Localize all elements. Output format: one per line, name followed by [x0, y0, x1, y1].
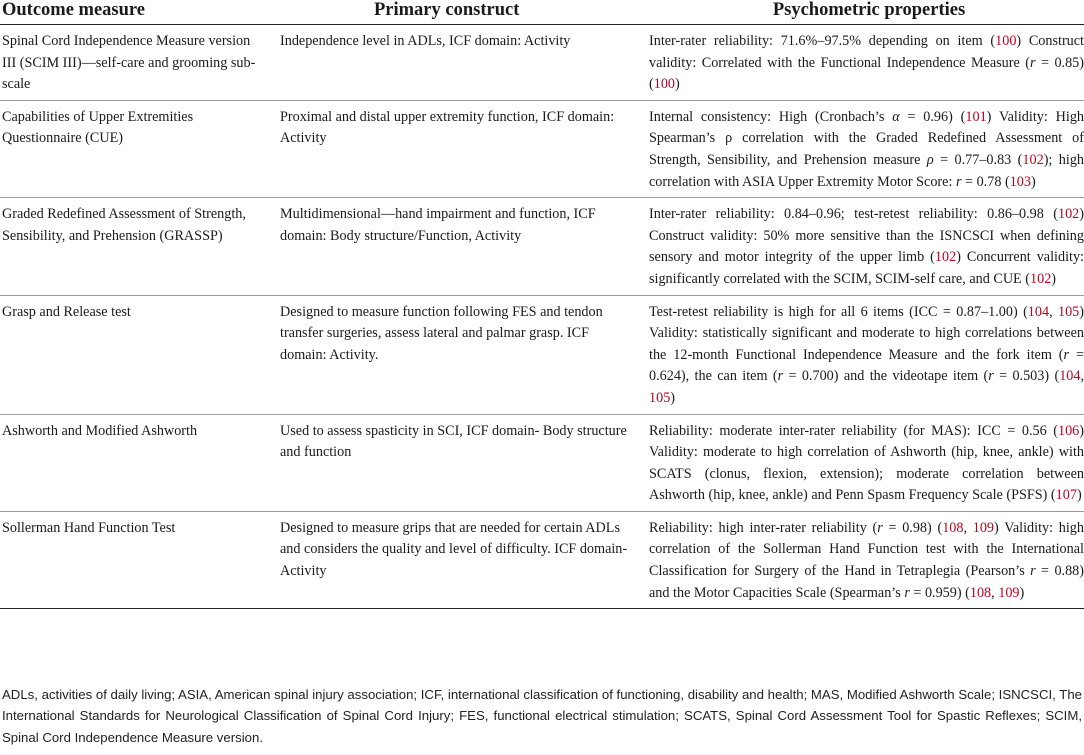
header-primary-construct: Primary construct — [276, 0, 644, 25]
math-symbol: r — [988, 368, 994, 385]
math-symbol: r — [777, 368, 784, 385]
cell-text: = 0.96) ( — [899, 108, 966, 125]
psychometric-properties-cell — [644, 414, 1084, 511]
reference-link[interactable]: 102 — [934, 249, 957, 266]
cell-text: = 0.624), the can item ( — [649, 346, 1084, 385]
primary-construct-cell: Designed to measure function following FES and tendon transfer surgeries, assess lateral and palmar grasp. ICF domain: Activity. — [276, 295, 644, 414]
reference-link[interactable]: 108 — [969, 584, 992, 601]
reference-link[interactable]: 105 — [1057, 303, 1080, 320]
cell-text: = 0.77–0.83 ( — [933, 151, 1023, 168]
cell-text: = 0.88) and the Motor Capacities Scale (Spearman’s — [649, 563, 1084, 601]
reference-link[interactable]: 107 — [1055, 487, 1077, 504]
psychometric-properties-cell — [644, 198, 1084, 295]
table-row — [0, 25, 1084, 101]
math-symbol: r — [877, 519, 883, 536]
table-footnote: ADLs, activities of daily living; ASIA, American spinal injury association; ICF, international classification of functioning, disability and health; MAS, Modified Ashworth Scale; ISNCSCI, The International Standards for Neurological Classification of Spinal Cord Injury; FES, functional electrical stimulation; SCATS, Spinal Cord Assessment Tool for Spastic Reflexes; SCIM, Spinal Cord Independence Measure version. — [2, 687, 1082, 745]
reference-link[interactable]: 109 — [972, 519, 995, 536]
header-outcome-measure: Outcome measure — [0, 0, 276, 25]
reference-link[interactable]: 103 — [1009, 173, 1031, 190]
cell-text: ) — [1019, 584, 1025, 601]
cell-text: Inter-rater reliability: 0.84–0.96; test-retest reliability: 0.86–0.98 ( — [649, 206, 1058, 223]
reference-link[interactable]: 104 — [1059, 368, 1081, 385]
primary-construct-cell: Independence level in ADLs, ICF domain: Activity — [276, 25, 644, 101]
reference-link[interactable]: 104 — [1027, 303, 1050, 320]
cell-text: = 0.503) ( — [993, 368, 1060, 385]
cell-text: ) Validity: High Spearman’s ρ correlation with the Graded Redefined Assessment of Strength, Sensibility, and Prehension measure — [649, 108, 1084, 168]
header-row — [0, 0, 1084, 25]
primary-construct-cell: Multidimensional—hand impairment and function, ICF domain: Body structure/Function, Activity — [276, 198, 644, 295]
cell-text: ) Validity: high correlation of the Sollerman Hand Function test with the International Classification for Surgery of the Hand in Tetraplegia (Pearson’s — [649, 519, 1084, 580]
primary-construct-cell: Proximal and distal upper extremity function, ICF domain: Activity — [276, 100, 644, 197]
cell-text: Internal consistency: High (Cronbach’s — [649, 108, 893, 125]
cell-text: , — [1080, 368, 1084, 385]
math-symbol: r — [955, 173, 962, 190]
cell-text: ) Validity: moderate to high correlation of Ashworth (hip, knee, ankle) with SCATS (clonus, flexion, extension); moderate correlation between Ashworth (hip, knee, ankle) and Penn Spasm Frequency Scale (PSFS) ( — [649, 422, 1084, 504]
cell-text: Inter-rater reliability: 71.6%–97.5% depending on item ( — [649, 33, 996, 49]
reference-link[interactable]: 100 — [995, 33, 1017, 49]
psychometric-properties-cell — [644, 100, 1084, 197]
cell-text: Test-retest reliability is high for all 6 items (ICC = 0.87–1.00) ( — [649, 303, 1028, 320]
table-body — [0, 25, 1084, 609]
reference-link[interactable]: 109 — [998, 584, 1020, 601]
cell-text: ) — [1051, 270, 1057, 287]
reference-link[interactable]: 101 — [965, 108, 987, 125]
cell-text: = 0.78 ( — [961, 173, 1010, 190]
cell-text: , — [1049, 303, 1058, 320]
cell-text: ) — [1030, 173, 1036, 190]
outcome-measure-cell: Sollerman Hand Function Test — [0, 511, 276, 608]
cell-text: ) — [675, 76, 680, 93]
math-symbol: r — [1029, 54, 1036, 71]
cell-text: = 0.959) ( — [909, 584, 970, 601]
cell-text: Reliability: high inter-rater reliability ( — [649, 519, 878, 536]
cell-text: , — [991, 584, 999, 601]
psychometric-properties-cell — [644, 25, 1084, 101]
cell-text: ) Concurrent validity: significantly correlated with the SCIM, SCIM-self care, and CUE ( — [649, 249, 1084, 287]
reference-link[interactable]: 102 — [1030, 270, 1052, 287]
reference-link[interactable]: 102 — [1057, 206, 1080, 223]
cell-text: ) Construct validity: Correlated with the Functional Independence Measure ( — [649, 33, 1084, 71]
cell-text: = 0.98) ( — [882, 519, 943, 536]
math-symbol: r — [904, 584, 910, 601]
outcome-measure-cell: Ashworth and Modified Ashworth — [0, 414, 276, 511]
outcome-measure-cell: Capabilities of Upper Extremities Questionnaire (CUE) — [0, 100, 276, 197]
table-row — [0, 295, 1084, 414]
cell-text: Reliability: moderate inter-rater reliability (for MAS): ICC = 0.56 ( — [649, 422, 1058, 439]
outcome-measure-cell: Graded Redefined Assessment of Strength, Sensibility, and Prehension (GRASSP) — [0, 198, 276, 295]
cell-text: ) — [670, 389, 676, 406]
table-row — [0, 100, 1084, 197]
reference-link[interactable]: 105 — [649, 389, 671, 406]
cell-text: ) Validity: statistically significant and moderate to high correlations between the 12-month Functional Independence Measure and the fork item ( — [649, 303, 1084, 363]
reference-link[interactable]: 108 — [942, 519, 964, 536]
primary-construct-cell: Designed to measure grips that are needed for certain ADLs and considers the quality and level of difficulty. ICF domain- Activity — [276, 511, 644, 608]
primary-construct-cell: Used to assess spasticity in SCI, ICF domain- Body structure and function — [276, 414, 644, 511]
math-symbol: r — [1063, 346, 1070, 363]
table-row — [0, 414, 1084, 511]
psychometric-properties-cell — [644, 295, 1084, 414]
cell-text: = 0.85) ( — [649, 54, 1084, 93]
reference-link[interactable]: 100 — [653, 76, 676, 93]
reference-link[interactable]: 102 — [1022, 151, 1044, 168]
table-row — [0, 511, 1084, 608]
psychometric-properties-cell — [644, 511, 1084, 608]
outcome-measure-cell: Grasp and Release test — [0, 295, 276, 414]
cell-text: = 0.700) and the videotape item ( — [783, 368, 989, 385]
math-symbol: ρ — [926, 151, 934, 168]
math-symbol: α — [892, 108, 900, 125]
cell-text: ) — [1076, 487, 1082, 504]
reference-link[interactable]: 106 — [1057, 422, 1080, 439]
math-symbol: r — [1030, 563, 1036, 580]
cell-text: , — [963, 519, 973, 536]
outcome-measure-cell: Spinal Cord Independence Measure version III (SCIM III)—self-care and grooming sub-scale — [0, 25, 276, 101]
table-row — [0, 198, 1084, 295]
cell-text: ) Construct validity: 50% more sensitive than the ISNCSCI when defining sensory and motor integrity of the upper limb ( — [649, 206, 1084, 266]
header-psychometric-properties: Psychometric properties — [644, 0, 1084, 25]
cell-text: ); high correlation with ASIA Upper Extremity Motor Score: — [649, 151, 1084, 190]
